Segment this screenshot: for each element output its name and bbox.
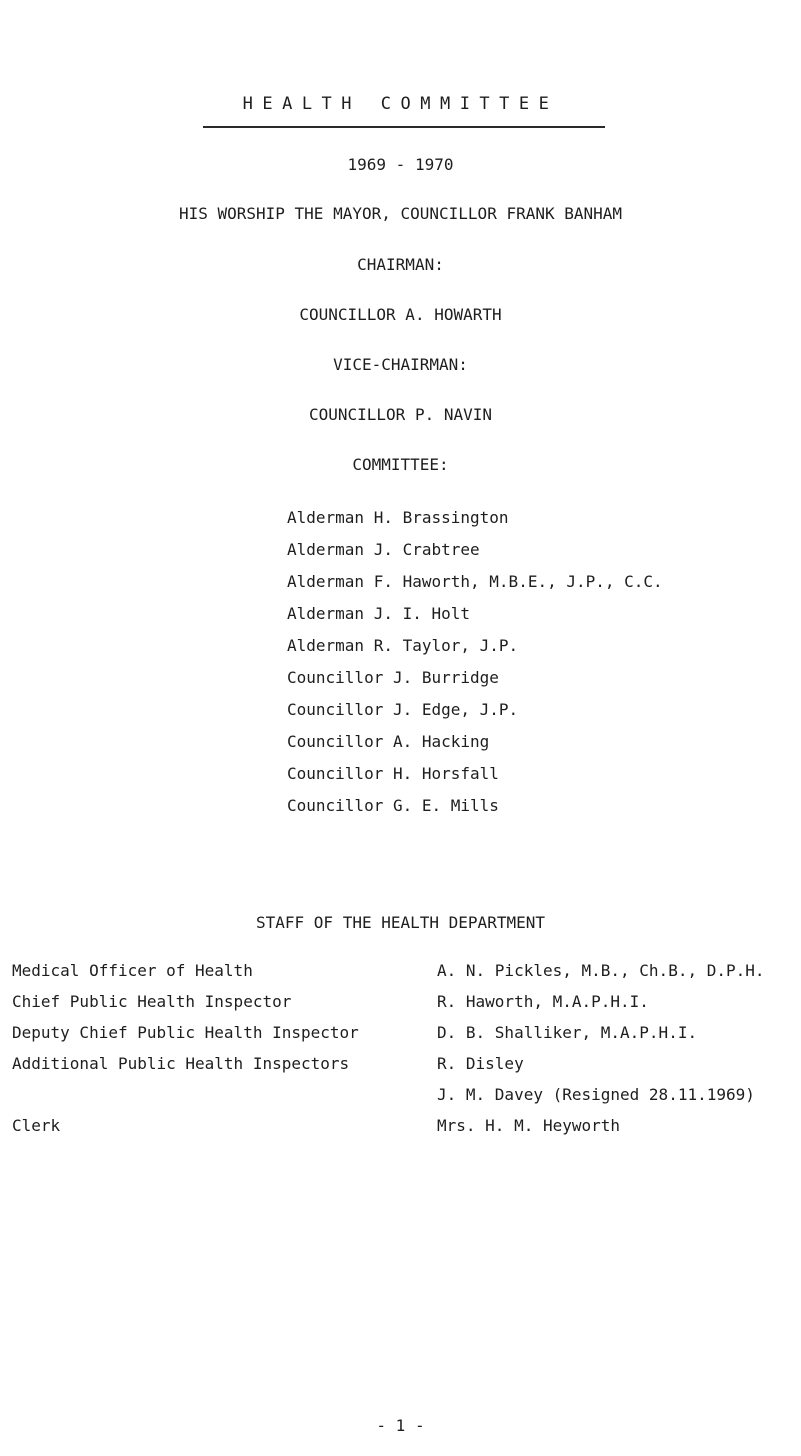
page-number: - 1 - — [376, 1416, 425, 1435]
staff-row — [0, 1023, 801, 1054]
staff-table — [0, 961, 801, 1147]
staff-name: J. M. Davey (Resigned 28.11.1969) — [437, 1085, 755, 1104]
staff-role: Chief Public Health Inspector — [12, 992, 292, 1011]
staff-row — [0, 961, 801, 992]
committee-members-list — [287, 508, 663, 828]
committee-member: Councillor J. Edge, J.P. — [287, 700, 519, 719]
committee-member: Councillor H. Horsfall — [287, 764, 499, 783]
committee-member: Councillor A. Hacking — [287, 732, 490, 751]
chairman-name: COUNCILLOR A. HOWARTH — [299, 305, 502, 324]
staff-name: R. Haworth, M.A.P.H.I. — [437, 992, 649, 1011]
committee-member: Alderman R. Taylor, J.P. — [287, 636, 519, 655]
staff-name: D. B. Shalliker, M.A.P.H.I. — [437, 1023, 698, 1042]
staff-role: Medical Officer of Health — [12, 961, 253, 980]
staff-role: Clerk — [12, 1116, 61, 1135]
staff-name: Mrs. H. M. Heyworth — [437, 1116, 621, 1135]
page-title: HEALTH COMMITTEE — [242, 94, 559, 114]
staff-row — [0, 1116, 801, 1147]
session-year: 1969 - 1970 — [347, 155, 454, 174]
committee-heading: COMMITTEE: — [352, 455, 449, 474]
staff-heading: STAFF OF THE HEALTH DEPARTMENT — [256, 913, 545, 932]
committee-member: Councillor G. E. Mills — [287, 796, 499, 815]
committee-member: Alderman H. Brassington — [287, 508, 509, 527]
chairman-heading: CHAIRMAN: — [357, 255, 444, 274]
title-underline — [203, 126, 605, 128]
staff-role: Additional Public Health Inspectors — [12, 1054, 350, 1073]
vice-chairman-name: COUNCILLOR P. NAVIN — [308, 405, 493, 424]
staff-name: A. N. Pickles, M.B., Ch.B., D.P.H. — [437, 961, 765, 980]
staff-role: Deputy Chief Public Health Inspector — [12, 1023, 359, 1042]
committee-member: Alderman J. I. Holt — [287, 604, 471, 623]
staff-row — [0, 1085, 801, 1116]
committee-member: Councillor J. Burridge — [287, 668, 499, 687]
committee-member: Alderman F. Haworth, M.B.E., J.P., C.C. — [287, 572, 663, 591]
mayor-line: HIS WORSHIP THE MAYOR, COUNCILLOR FRANK BANHAM — [178, 204, 623, 223]
committee-member: Alderman J. Crabtree — [287, 540, 480, 559]
staff-row — [0, 992, 801, 1023]
staff-name: R. Disley — [437, 1054, 524, 1073]
vice-chairman-heading: VICE-CHAIRMAN: — [333, 355, 468, 374]
staff-row — [0, 1054, 801, 1085]
